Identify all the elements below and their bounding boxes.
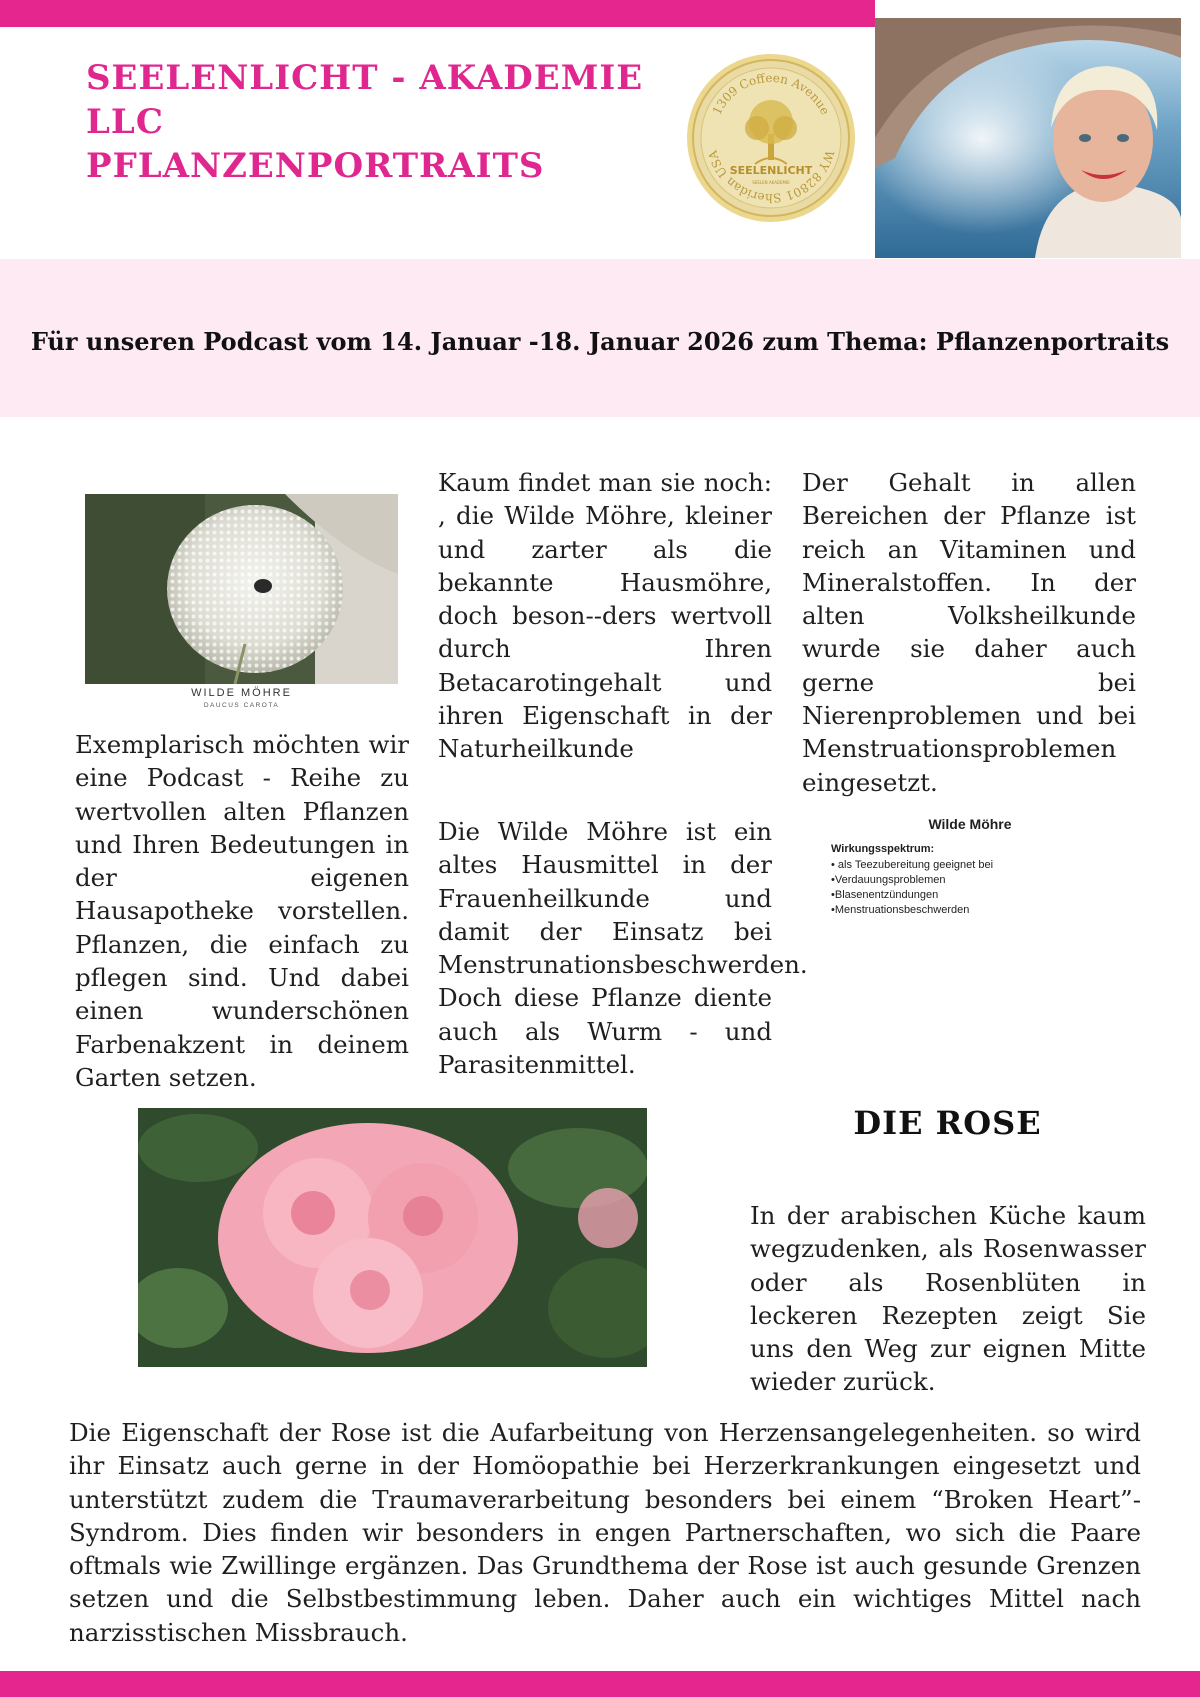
middle-column-bottom [438, 815, 808, 1081]
svg-text:1309 Coffeen Avenue: 1309 Coffeen Avenue [709, 70, 833, 118]
effect-spectrum-list [831, 858, 993, 918]
rose-cuisine-text: In der arabischen Küche kaum wegzudenken, als Rosenwasser oder als Rosenblüten in leckeren Rezepten zeigt Sie uns den Weg zur eignen Mitte wieder zurück. [750, 1201, 1146, 1397]
portrait-photo [875, 18, 1181, 258]
list-item: •Menstruationsbeschwerden [831, 904, 970, 916]
bottom-accent-bar [0, 1671, 1200, 1697]
rose-photo [138, 1108, 647, 1367]
top-accent-bar [0, 0, 875, 27]
carrot-description-text: Kaum findet man sie noch: , die Wilde Möhre, kleiner und zarter als die bekannte Hausmöhre, doch beson--ders wertvoll durch Ihren Betacarotingehalt und ihren Eigenschaft in der Naturheilkunde [438, 468, 772, 764]
effect-spectrum-label: Wirkungsspektrum: [831, 843, 935, 855]
title-line-academy: SEELENLICHT - AKADEMIE LLC [86, 58, 644, 142]
wild-carrot-caption: WILDE MÖHRE [191, 687, 292, 699]
carrot-nutrients-text: Der Gehalt in allen Bereichen der Pflanze ist reich an Vitaminen und Mineralstoffen. In der alten Volksheilkunde wurde sie daher auch gerne bei Nierenproblemen und bei Menstruationsproblemen eingesetzt. [802, 468, 1136, 797]
wild-carrot-latin-name: DAUCUS CAROTA [203, 702, 280, 709]
list-item: • als Teezubereitung geeignet bei [831, 859, 994, 871]
list-item: •Blasenentzündungen [831, 889, 939, 901]
list-item: •Verdauungsproblemen [831, 874, 946, 886]
intro-text: Exemplarisch möchten wir eine Podcast - Reihe zu wertvollen alten Pflanzen und Ihren Bedeutungen in der eigenen Hausapotheke vorstellen. Pflanzen, die einfach zu pflegen sind. Und dabei einen wunderschönen Farbenakzent in deinem Garten setzen. [75, 730, 409, 1092]
intro-column [75, 728, 409, 1094]
svg-text:SEELENLICHT: SEELENLICHT [729, 164, 813, 177]
rose-heading: DIE ROSE [853, 1104, 1042, 1142]
wild-carrot-photo [85, 494, 398, 684]
effect-spectrum-title: Wilde Möhre [928, 816, 1012, 832]
podcast-banner-text: Für unseren Podcast vom 14. Januar -18. Januar 2026 zum Thema: Pflanzenportraits [30, 327, 1170, 356]
carrot-remedy-text: Die Wilde Möhre ist ein altes Hausmittel in der Frauenheilkunde und damit der Einsatz bei Menstrunationsbeschwerden. Doch diese Pflanze diente auch als Wurm - und Parasitenmittel. [438, 817, 808, 1080]
right-column [802, 466, 1136, 799]
page-title [86, 56, 706, 188]
title-line-portraits: PFLANZENPORTRAITS [86, 146, 545, 186]
svg-text:WY 82801 Sheridan USA: WY 82801 Sheridan USA [705, 148, 837, 206]
rose-body-text: Die Eigenschaft der Rose ist die Aufarbeitung von Herzensangelegenheiten. so wird ihr Einsatz auch gerne in der Homöopathie bei Herzerkrankungen eingesetzt und unterstützt zudem die Traumaverarbeitung besonders bei einem “Broken Heart”-Syndrom. Dies finden wir besonders in engen Partnerschaften, wo sich die Paare oftmals wie Zwillinge ergänzen. Das Grundthema der Rose ist auch gesunde Grenzen setzen und die Selbstbestimmung leben. Daher auch ein wichtiges Mittel nach narzisstischen Missbrauch. [69, 1418, 1141, 1647]
rose-side-column [750, 1199, 1146, 1399]
svg-text:SEELEN AKADEMIE: SEELEN AKADEMIE [752, 180, 790, 185]
seal-logo [685, 52, 857, 224]
middle-column-top [438, 466, 772, 766]
